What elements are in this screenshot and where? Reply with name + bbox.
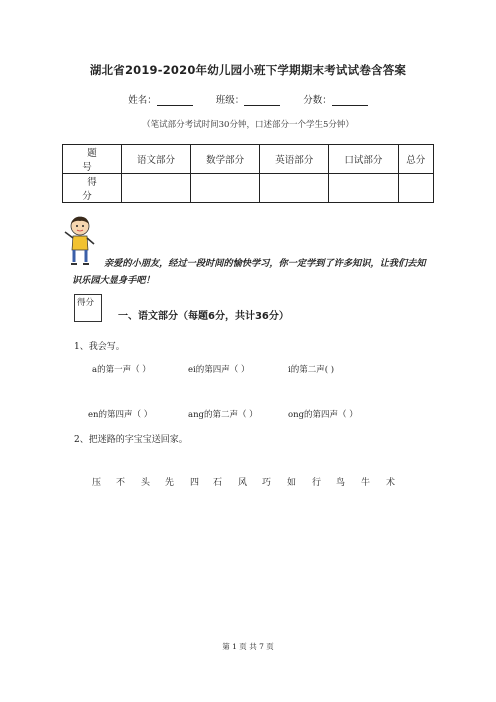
- character-item[interactable]: 头: [141, 478, 151, 488]
- exam-note: （笔试部分考试时间30分钟，口述部分一个学生5分钟）: [142, 120, 354, 130]
- student-info: [0, 92, 496, 106]
- score-input-cell[interactable]: [398, 174, 434, 203]
- class-field[interactable]: [216, 92, 281, 106]
- section-title: 一、语文部分（每题6分，共计36分）: [118, 311, 289, 322]
- page-title: 湖北省2019-2020年幼儿园小班下学期期末考试试卷含答案: [89, 63, 407, 77]
- score-input-cell[interactable]: [329, 174, 398, 203]
- class-label: 班级：: [215, 95, 245, 106]
- row-label-cell: 得 分: [63, 174, 122, 203]
- score-field[interactable]: [303, 92, 368, 106]
- score-blank[interactable]: [332, 95, 368, 106]
- section-score-box[interactable]: [74, 294, 102, 322]
- question-2: 2、把迷路的字宝宝送回家。: [74, 435, 188, 445]
- header-cell: 语文部分: [122, 145, 191, 174]
- score-table-header-row: [63, 145, 434, 174]
- score-table: [62, 144, 434, 203]
- score-box-label: 得分: [77, 298, 95, 308]
- score-label: 分数：: [303, 95, 332, 106]
- header-cell: 英语部分: [260, 145, 329, 174]
- score-input-cell[interactable]: [260, 174, 329, 203]
- character-item[interactable]: 不: [116, 478, 126, 488]
- intro-sentence: 亲爱的小朋友，经过一段时间的愉快学习，你一定学到了许多知识，让我们去知识乐园大显身手吧！: [72, 258, 426, 286]
- header-cell: 题 号: [63, 145, 122, 174]
- pinyin-blank[interactable]: i的第二声( ): [288, 365, 335, 375]
- character-item[interactable]: 四: [190, 478, 200, 488]
- character-item[interactable]: 石: [213, 478, 223, 488]
- pinyin-blank[interactable]: en的第四声（ ）: [88, 410, 153, 420]
- name-field[interactable]: [128, 92, 193, 106]
- pinyin-blank[interactable]: ang的第二声（ ）: [188, 410, 258, 420]
- pinyin-blank[interactable]: ei的第四声（ ）: [188, 365, 250, 375]
- header-cell: 数学部分: [191, 145, 260, 174]
- page-footer: 第 1 页 共 7 页: [222, 642, 274, 651]
- name-label: 姓名：: [128, 95, 157, 106]
- question-1: 1、我会写。: [74, 342, 125, 352]
- character-item[interactable]: 先: [165, 478, 175, 488]
- character-item[interactable]: 压: [92, 478, 102, 488]
- character-item[interactable]: 术: [386, 478, 396, 488]
- character-item[interactable]: 鸟: [336, 478, 346, 488]
- character-item[interactable]: 风: [238, 478, 248, 488]
- intro-text: [72, 255, 432, 289]
- pinyin-blank[interactable]: a的第一声（ ）: [92, 365, 151, 375]
- header-cell: 总分: [398, 145, 434, 174]
- score-input-cell[interactable]: [191, 174, 260, 203]
- name-blank[interactable]: [157, 95, 193, 106]
- header-cell: 口试部分: [329, 145, 398, 174]
- character-item[interactable]: 巧: [262, 478, 272, 488]
- pinyin-blank[interactable]: ong的第四声（ ）: [288, 410, 358, 420]
- class-blank[interactable]: [244, 95, 280, 106]
- character-item[interactable]: 行: [312, 478, 322, 488]
- character-item[interactable]: 如: [287, 478, 297, 488]
- score-input-cell[interactable]: [122, 174, 191, 203]
- character-item[interactable]: 牛: [361, 478, 371, 488]
- score-table-score-row: [63, 174, 434, 203]
